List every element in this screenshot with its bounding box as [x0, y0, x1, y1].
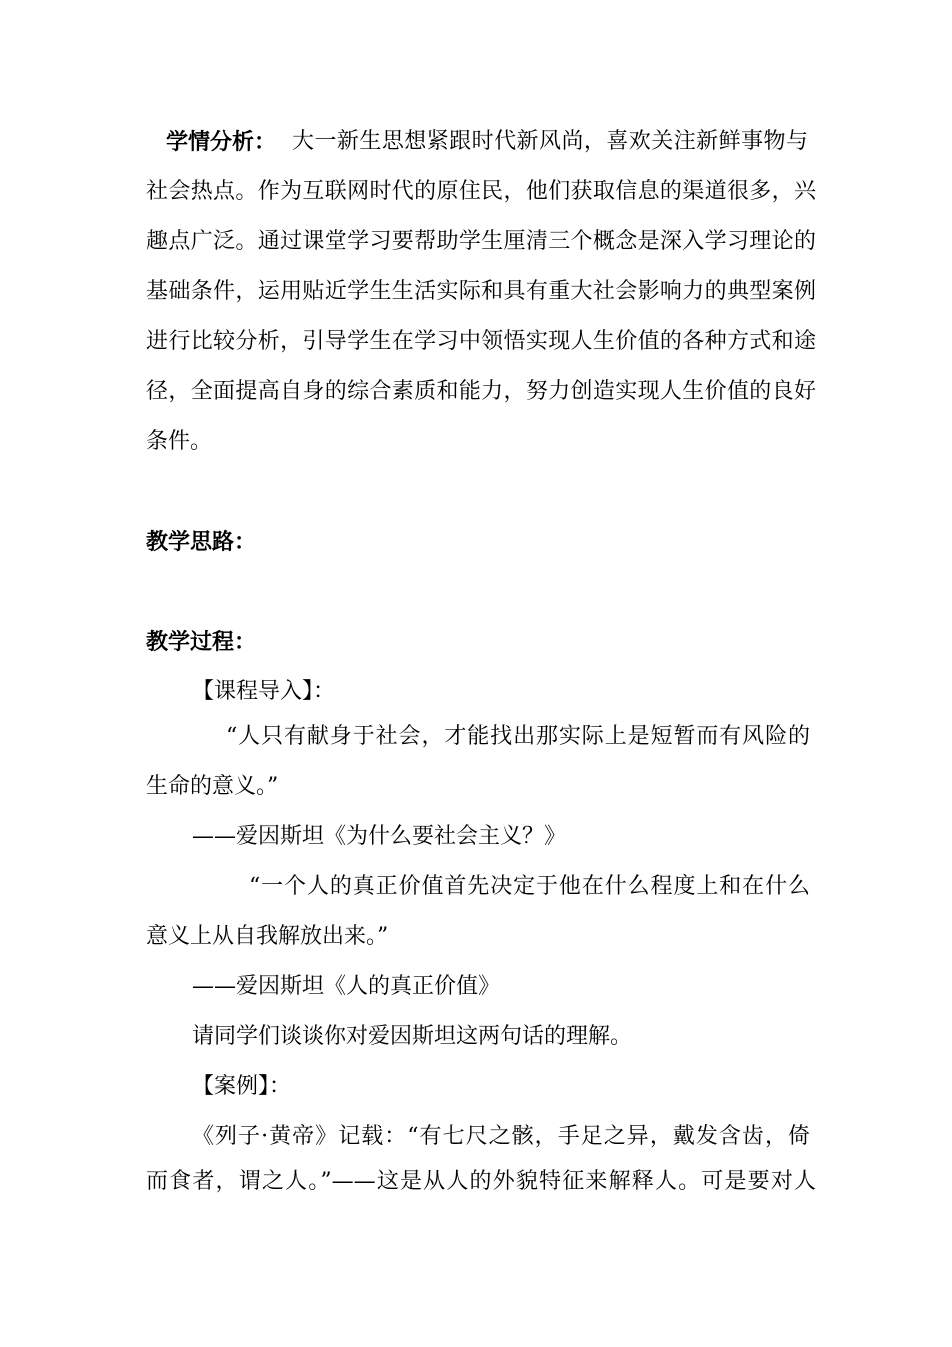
quote2-line-1: “一个人的真正价值首先决定于他在什么程度上和在什么	[249, 874, 810, 899]
analysis-line-5: 进行比较分析，引导学生在学习中领悟实现人生价值的各种方式和途	[146, 329, 816, 354]
quote1-line-2: 生命的意义。”	[146, 774, 279, 799]
analysis-line-3: 趣点广泛。通过课堂学习要帮助学生厘清三个概念是深入学习理论的	[146, 229, 816, 254]
analysis-line-1: 大一新生思想紧跟时代新风尚，喜欢关注新鲜事物与	[292, 129, 808, 154]
case-line-1: 《列子·黄帝》记载：“有七尺之骸，手足之异，戴发含齿，倚	[192, 1124, 810, 1149]
analysis-line-7: 条件。	[146, 429, 213, 454]
case-label: 【案例】：	[192, 1074, 292, 1099]
discussion-prompt: 请同学们谈谈你对爱因斯坦这两句话的理解。	[192, 1024, 633, 1049]
quote2-source: ——爱因斯坦《人的真正价值》	[192, 974, 501, 999]
analysis-line-6: 径，全面提高自身的综合素质和能力，努力创造实现人生价值的良好	[146, 379, 816, 404]
intro-label: 【课程导入】：	[192, 679, 336, 704]
process-heading: 教学过程：	[146, 629, 257, 655]
analysis-heading: 学情分析：	[166, 129, 277, 155]
analysis-line-2: 社会热点。作为互联网时代的原住民，他们获取信息的渠道很多，兴	[146, 179, 816, 204]
quote1-source: ——爱因斯坦《为什么要社会主义？》	[192, 824, 567, 849]
quote2-line-2: 意义上从自我解放出来。”	[146, 924, 389, 949]
quote1-line-1: “人只有献身于社会，才能找出那实际上是短暂而有风险的	[226, 724, 810, 749]
analysis-line-4: 基础条件，运用贴近学生生活实际和具有重大社会影响力的典型案例	[146, 279, 816, 304]
case-line-2: 而食者，谓之人。”——这是从人的外貌特征来解释人。可是要对人	[146, 1169, 816, 1194]
approach-heading: 教学思路：	[146, 529, 257, 555]
